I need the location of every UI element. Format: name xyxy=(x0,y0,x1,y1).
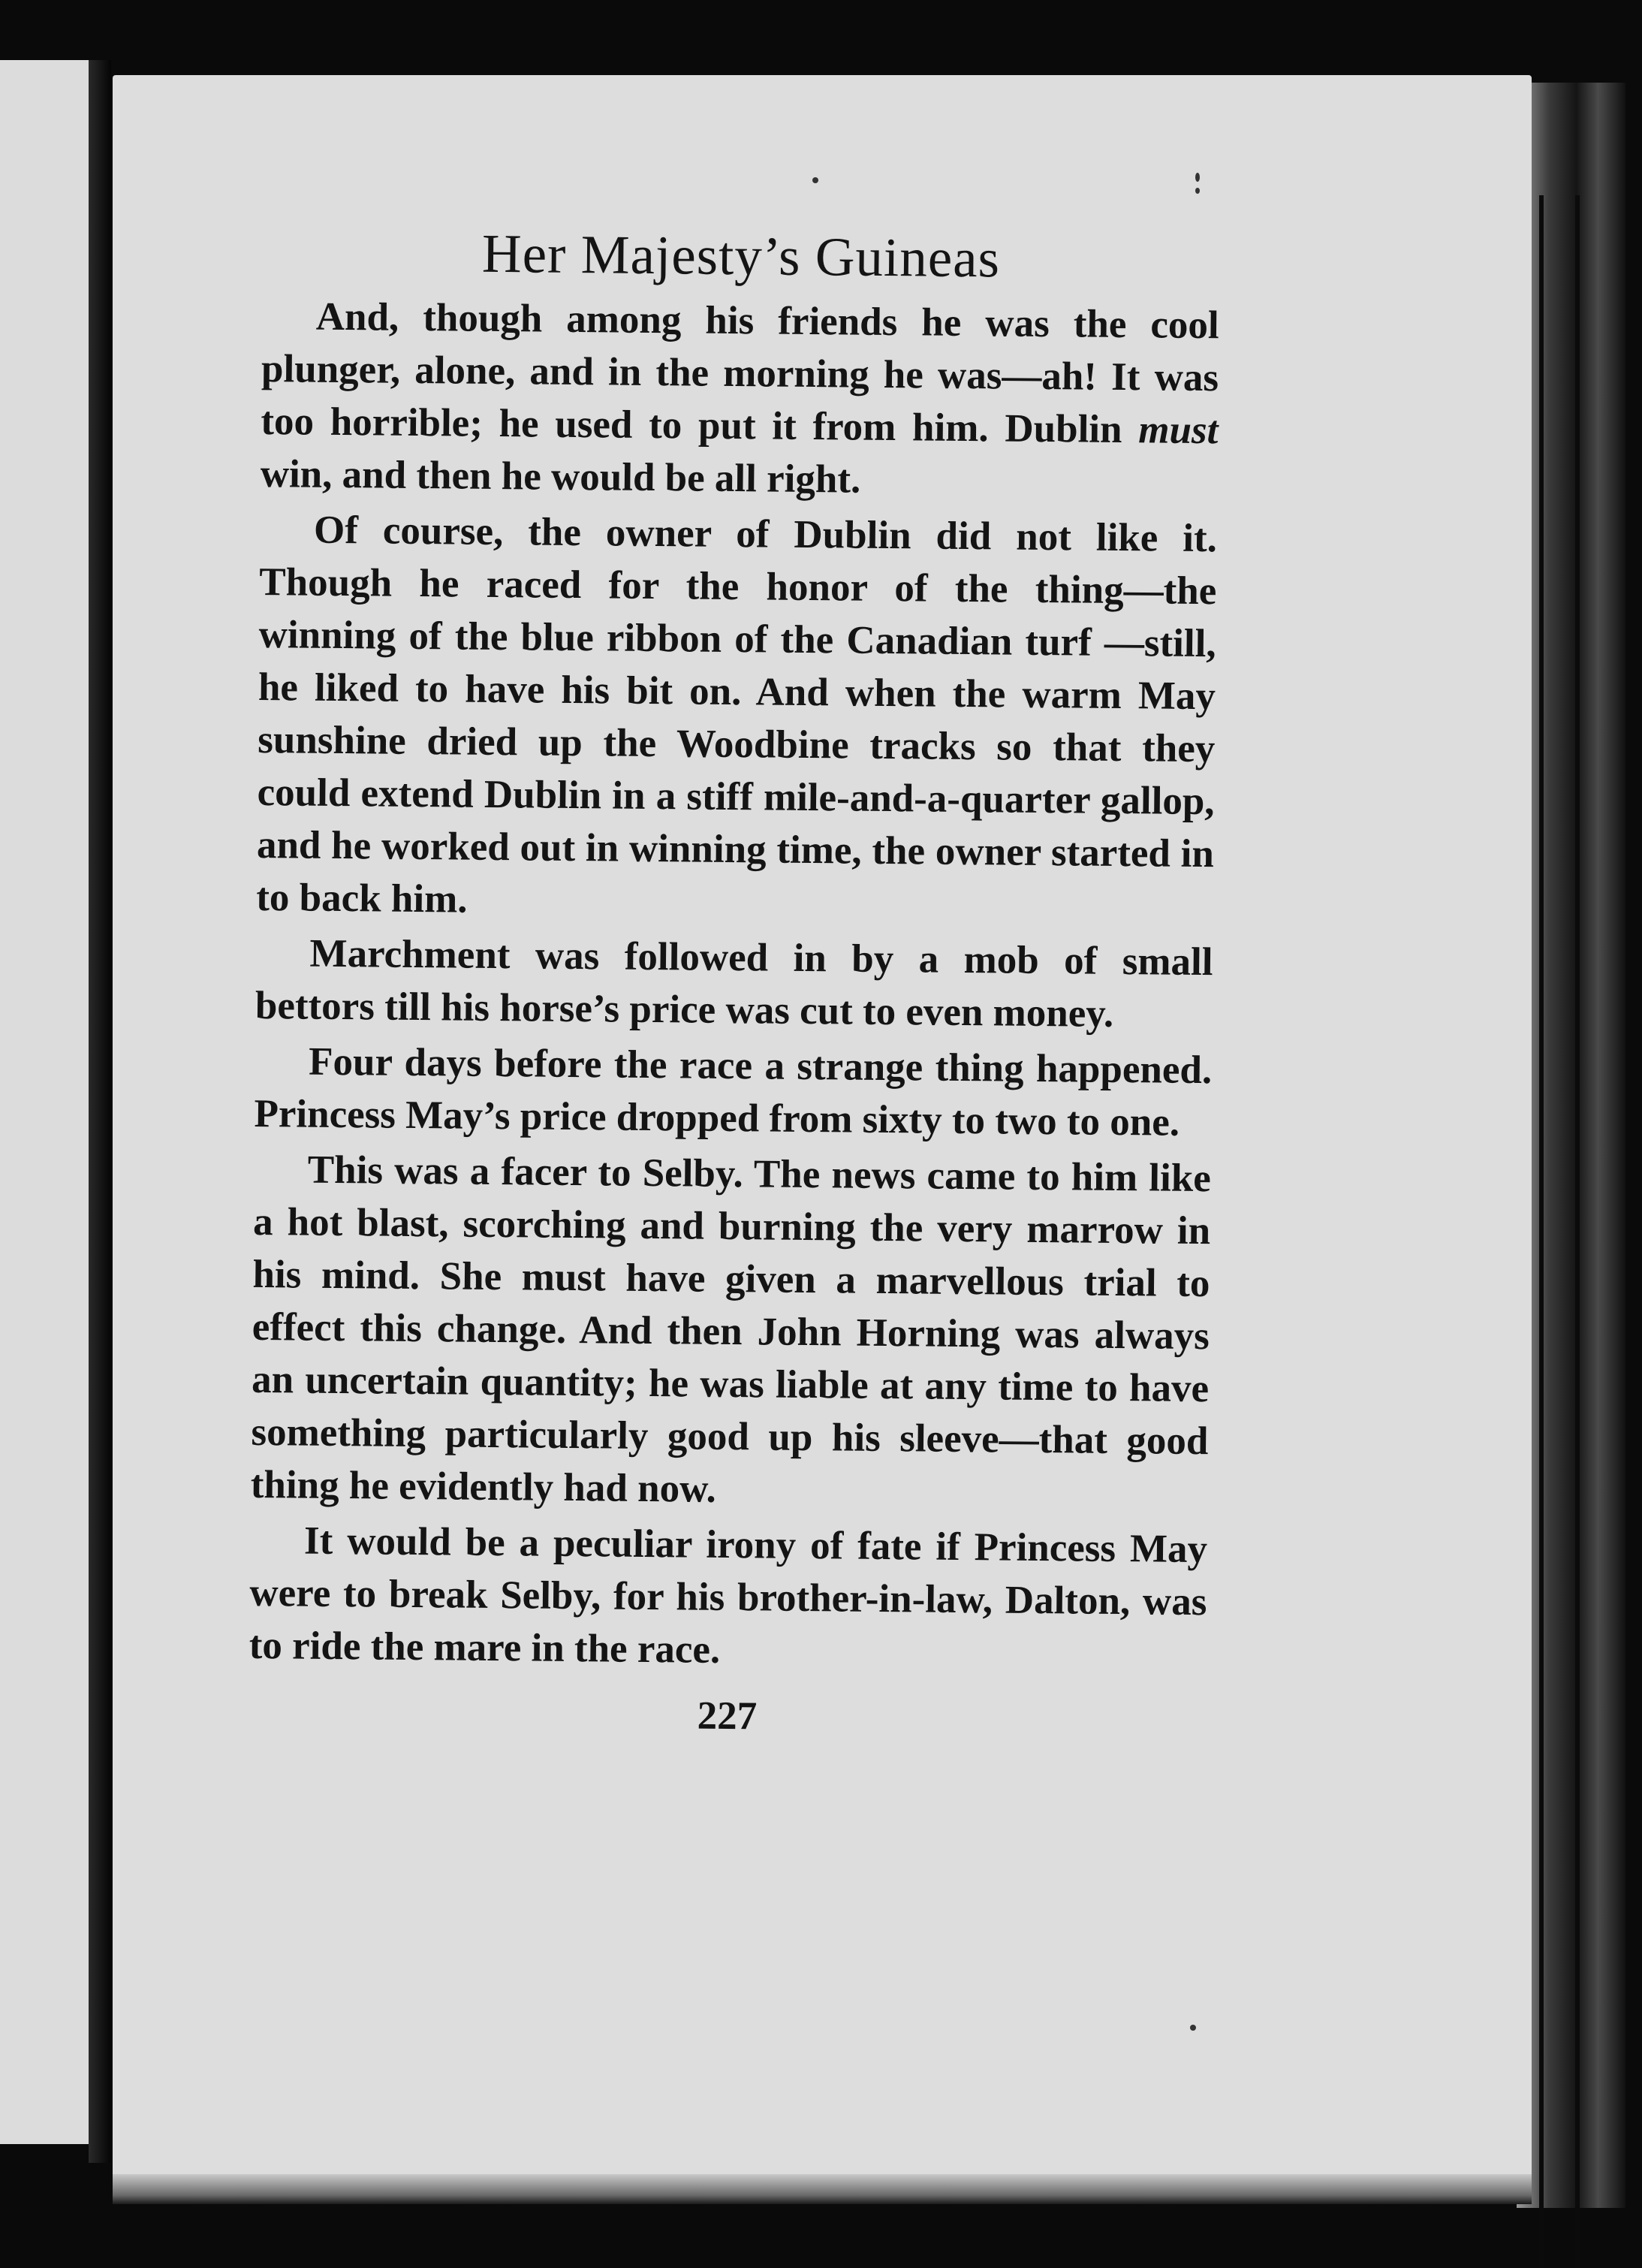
paragraph-1-text-b: win, and then he would be all right. xyxy=(260,451,861,502)
scan-speck xyxy=(1190,2025,1196,2031)
running-head: Her Majesty’s Guineas xyxy=(481,222,1001,289)
scan-speck xyxy=(1195,188,1200,194)
right-page-edges xyxy=(1517,83,1625,2208)
page-text-block xyxy=(249,218,1220,1747)
paragraph-1-emphasis: must xyxy=(1138,408,1219,453)
binding-line xyxy=(1539,195,1544,2268)
paragraph-1-text-a: And, though among his friends he was the cool plunger, alone, and in the morning he was—ah! It was too horrible; he used to put it from him. Dublin xyxy=(261,294,1219,452)
paragraph-4: Four days before the race a strange thing happened. Princess May’s price dropped from sixty to two to one. xyxy=(254,1039,1213,1145)
paragraph-1 xyxy=(260,290,1219,509)
binding-line xyxy=(1575,195,1580,2268)
scan-speck xyxy=(1195,173,1200,182)
page-bottom-edge xyxy=(113,2174,1532,2204)
paragraph-2: Of course, the owner of Dublin did not like it. Though he raced for the honor of the thing—the winning of the blue ribbon of the Canadian turf —still, he liked to have his bit on. And when the warm May sunshine dried up the Woodbine tracks so that they could extend Dublin in a stiff mile-and-a-quarter gallop, and he worked out in winning time, the owner started in to back him. xyxy=(256,508,1218,921)
left-facing-page xyxy=(0,60,89,2144)
gutter-shadow xyxy=(89,60,111,2163)
page-number: 227 xyxy=(697,1693,758,1739)
paragraph-6: It would be a peculiar irony of fate if Princess May were to break Selby, for his brother-in-law, Dalton, was to ride the mare in the race. xyxy=(249,1519,1208,1672)
paragraph-3: Marchment was followed in by a mob of small bettors till his horse’s price was cut to even money. xyxy=(255,931,1213,1036)
scan-speck xyxy=(812,177,818,183)
paragraph-5: This was a facer to Selby. The news came to him like a hot blast, scorching and burning the very marrow in his mind. She must have given a marvellous trial to effect this change. And then John Horning was always an uncertain quantity; he was liable at any time to have something particularly good up his sleeve—that good thing he evidently had now. xyxy=(250,1148,1212,1511)
